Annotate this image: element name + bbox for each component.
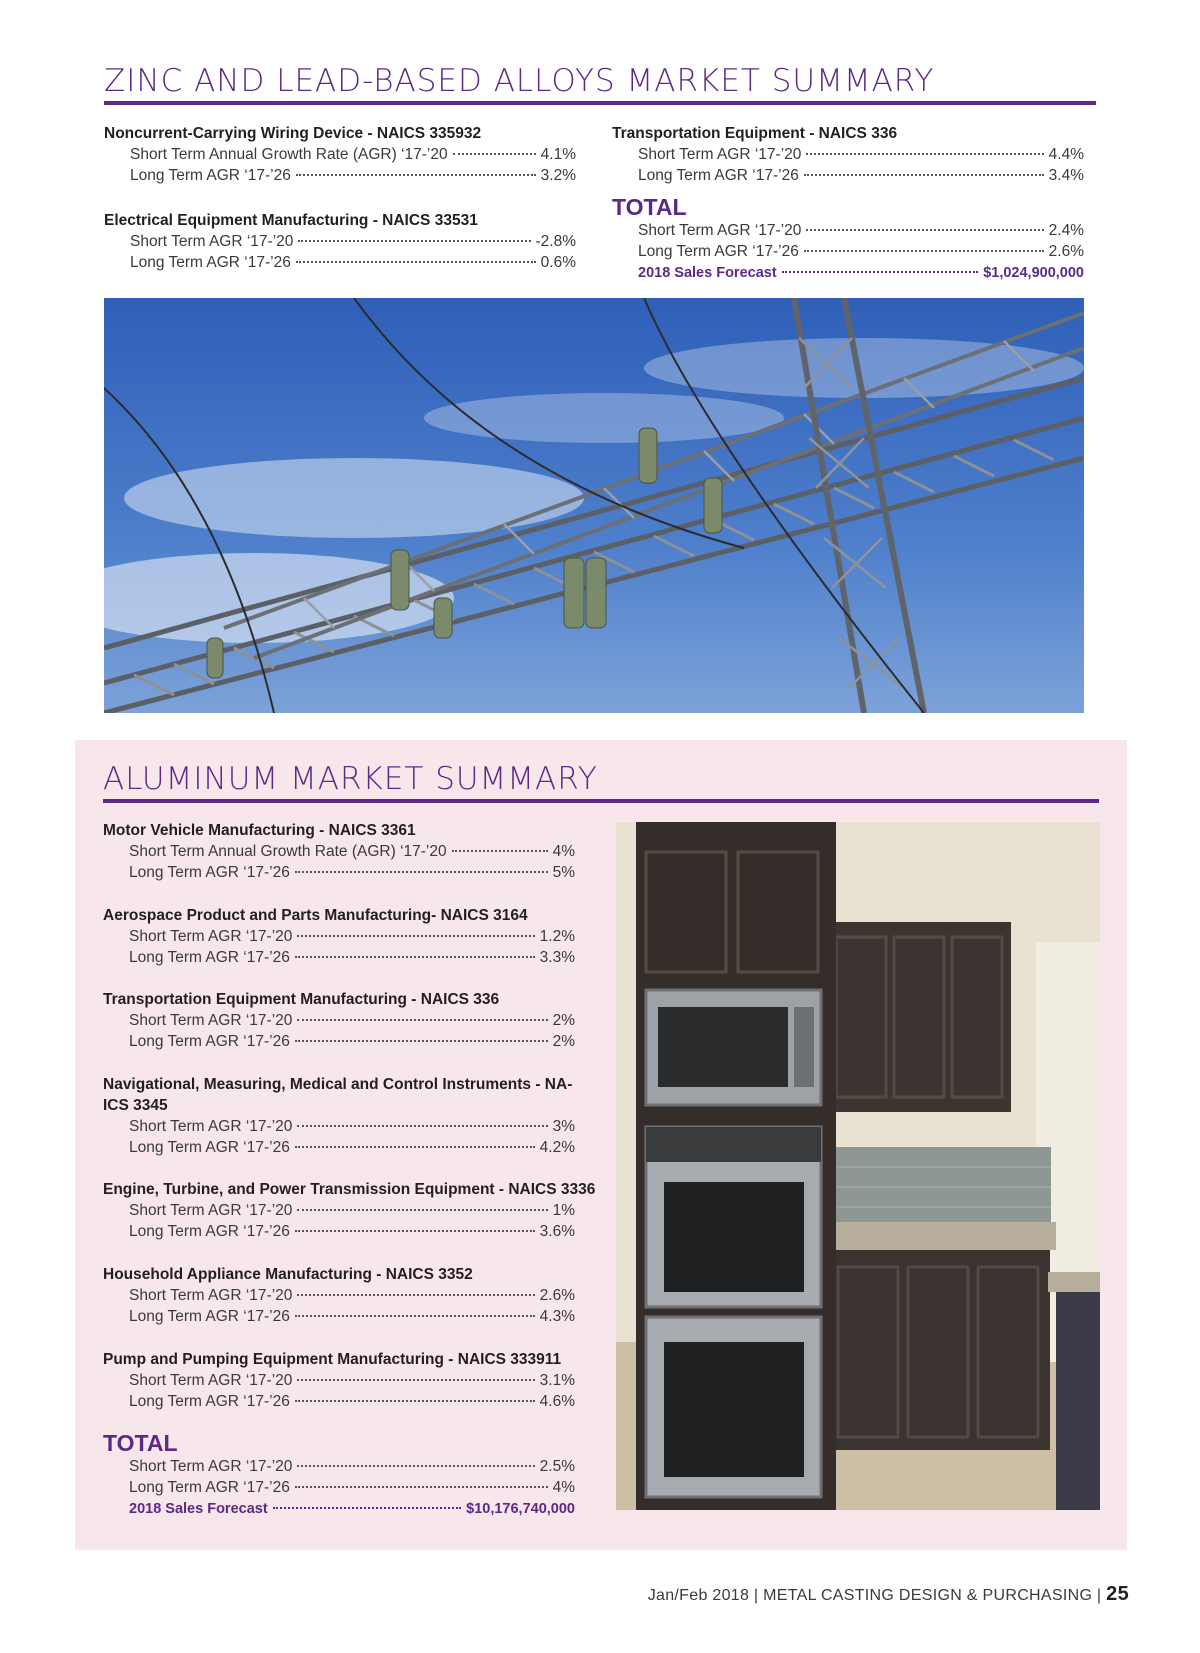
zinc-total (612, 194, 1084, 284)
stat-row: Short Term AGR ‘17-’20 2.6% (129, 1287, 575, 1304)
aluminum-total (103, 1430, 575, 1520)
section-heading: Household Appliance Manufacturing - NAICS 3352 (103, 1266, 473, 1283)
stat-row: Long Term AGR ‘17-’26 4.6% (129, 1393, 575, 1410)
section-heading: Engine, Turbine, and Power Transmission Equipment - NAICS 3336 (103, 1181, 596, 1198)
kitchen-oven-photo (616, 822, 1100, 1510)
stat-row: Long Term AGR ‘17-’26 3.6% (129, 1223, 575, 1240)
section-heading: Aerospace Product and Parts Manufacturing- NAICS 3164 (103, 907, 528, 924)
stat-row: Long Term AGR ‘17-’26 2% (129, 1033, 575, 1050)
stat-row: Long Term AGR ‘17-’26 0.6% (130, 254, 576, 271)
stat-row: Short Term AGR ‘17-’20 2.5% (129, 1458, 575, 1475)
page-footer (648, 1583, 1129, 1606)
stat-row: Short Term Annual Growth Rate (AGR) ‘17-’20 4% (129, 843, 575, 860)
stat-row: Short Term AGR ‘17-’20 3.1% (129, 1372, 575, 1389)
stat-row: Short Term AGR ‘17-’20 1% (129, 1202, 575, 1219)
aluminum-section-engine (103, 1179, 596, 1242)
total-heading: TOTAL (612, 194, 687, 220)
aluminum-section-pump (103, 1349, 575, 1412)
zinc-title-rule (104, 101, 1096, 105)
stat-row: Long Term AGR ‘17-’26 3.4% (638, 167, 1084, 184)
aluminum-section-aerospace (103, 905, 575, 968)
footer-issue: Jan/Feb 2018 | METAL CASTING DESIGN & PURCHASING | (647, 1587, 1102, 1604)
section-heading-continued: ICS 3345 (103, 1097, 168, 1114)
aluminum-section-transportation (103, 989, 575, 1052)
section-heading: Transportation Equipment Manufacturing - NAICS 336 (103, 991, 500, 1008)
stat-row: Long Term AGR ‘17-’26 4% (129, 1479, 575, 1496)
stat-row: Long Term AGR ‘17-’26 4.3% (129, 1308, 575, 1325)
section-heading: Electrical Equipment Manufacturing - NAICS 33531 (104, 212, 478, 229)
zinc-section-transportation (612, 123, 1084, 186)
stat-row: Long Term AGR ‘17-’26 5% (129, 864, 575, 881)
power-lines-photo (104, 298, 1084, 713)
aluminum-section-household (103, 1264, 575, 1327)
section-heading: Navigational, Measuring, Medical and Control Instruments - NA- (103, 1076, 573, 1093)
zinc-section-electrical (104, 210, 576, 273)
stat-row: Short Term AGR ‘17-’20 2.4% (638, 222, 1084, 239)
stat-row: Short Term AGR ‘17-’20 1.2% (129, 928, 575, 945)
stat-row: Long Term AGR ‘17-’26 3.3% (129, 949, 575, 966)
aluminum-title-rule (103, 799, 1099, 803)
page-number: 25 (1106, 1583, 1129, 1605)
stat-row: Short Term AGR ‘17-’20 3% (129, 1118, 575, 1135)
section-heading: Noncurrent-Carrying Wiring Device - NAICS 335932 (104, 125, 482, 142)
stat-row: Short Term Annual Growth Rate (AGR) ‘17-’20 4.1% (130, 146, 576, 163)
total-heading: TOTAL (103, 1430, 178, 1456)
sales-forecast: 2018 Sales Forecast $1,024,900,000 (638, 265, 1084, 281)
stat-row: Long Term AGR ‘17-’26 2.6% (638, 243, 1084, 260)
aluminum-section-motor-vehicle (103, 820, 575, 883)
stat-row: Long Term AGR ‘17-’26 4.2% (129, 1139, 575, 1156)
aluminum-section-instruments (103, 1074, 575, 1158)
section-heading: Pump and Pumping Equipment Manufacturing - NAICS 333911 (103, 1351, 562, 1368)
zinc-section-wiring (104, 123, 576, 186)
aluminum-title: ALUMINUM MARKET SUMMARY (103, 761, 598, 797)
zinc-title: ZINC AND LEAD-BASED ALLOYS MARKET SUMMARY (104, 63, 935, 99)
sales-forecast: 2018 Sales Forecast $10,176,740,000 (129, 1501, 575, 1517)
stat-row: Short Term AGR ‘17-’20 4.4% (638, 146, 1084, 163)
stat-row: Long Term AGR ‘17-’26 3.2% (130, 167, 576, 184)
stat-row: Short Term AGR ‘17-’20 -2.8% (130, 233, 576, 250)
section-heading: Motor Vehicle Manufacturing - NAICS 3361 (103, 822, 416, 839)
section-heading: Transportation Equipment - NAICS 336 (612, 125, 898, 142)
stat-row: Short Term AGR ‘17-’20 2% (129, 1012, 575, 1029)
